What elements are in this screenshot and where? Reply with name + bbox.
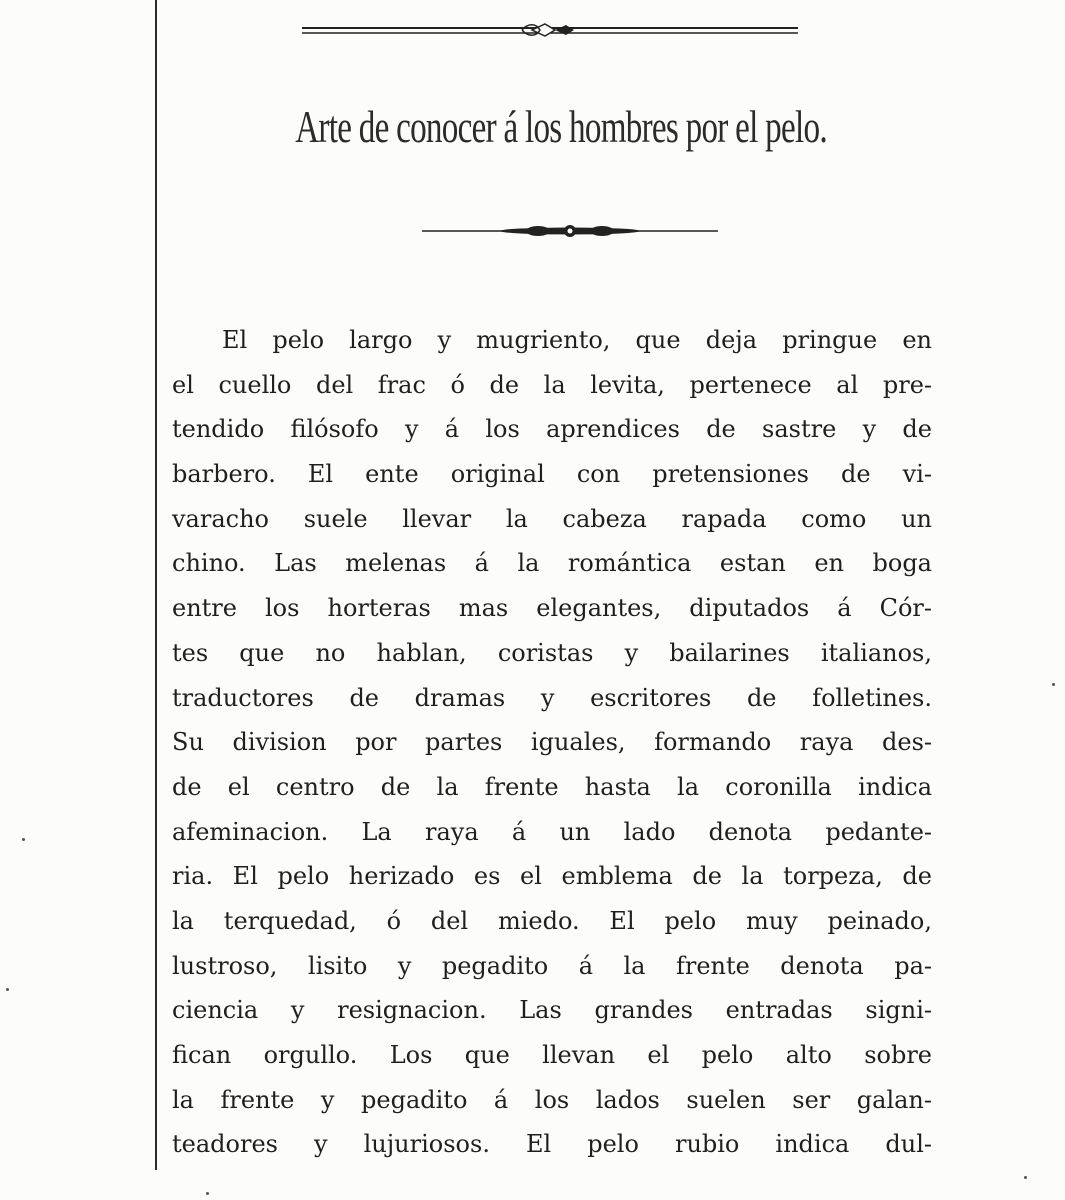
print-speck	[1024, 1176, 1027, 1179]
text-line-11: de el centro de la frente hasta la coronilla indica	[172, 772, 932, 801]
print-speck	[206, 1192, 209, 1195]
text-line-14: la terquedad, ó del miedo. El pelo muy peinado,	[172, 906, 932, 935]
text-line-13: ria. El pelo herizado es el emblema de la torpeza, de	[172, 862, 932, 891]
title-ornament-rule	[420, 218, 720, 244]
text-line-2: el cuello del frac ó de la levita, pertenece al pre-	[172, 370, 932, 399]
margin-rule	[155, 0, 157, 1170]
text-line-6: chino. Las melenas á la romántica estan en boga	[172, 549, 932, 578]
text-line-16: ciencia y resignacion. Las grandes entradas signi-	[172, 996, 932, 1025]
print-speck	[6, 988, 9, 991]
text-line-1: El pelo largo y mugriento, que deja pringue en	[222, 326, 932, 354]
text-line-9: traductores de dramas y escritores de folletines.	[172, 683, 932, 712]
print-speck	[1052, 683, 1055, 686]
text-line-8: tes que no hablan, coristas y bailarines italianos,	[172, 638, 932, 667]
print-speck	[22, 838, 25, 841]
text-line-19: teadores y lujuriosos. El pelo rubio indica dul-	[172, 1130, 932, 1159]
text-line-10: Su division por partes iguales, formando raya des-	[172, 728, 932, 757]
text-line-17: fican orgullo. Los que llevan el pelo alto sobre	[172, 1041, 932, 1069]
text-line-18: la frente y pegadito á los lados suelen ser galan-	[172, 1085, 932, 1114]
text-line-4: barbero. El ente original con pretensiones de vi-	[172, 460, 932, 489]
text-line-15: lustroso, lisito y pegadito á la frente denota pa-	[172, 951, 932, 980]
top-ornament-rule	[300, 18, 800, 44]
text-line-5: varacho suele llevar la cabeza rapada como un	[172, 504, 932, 533]
article-title: Arte de conocer á los hombres por el pelo.	[295, 101, 827, 152]
article-body	[172, 318, 932, 1167]
text-line-3: tendido filósofo y á los aprendices de sastre y de	[172, 415, 932, 444]
text-line-7: entre los horteras mas elegantes, diputados á Cór-	[172, 594, 932, 623]
text-line-12: afeminacion. La raya á un lado denota pedante-	[172, 817, 932, 846]
